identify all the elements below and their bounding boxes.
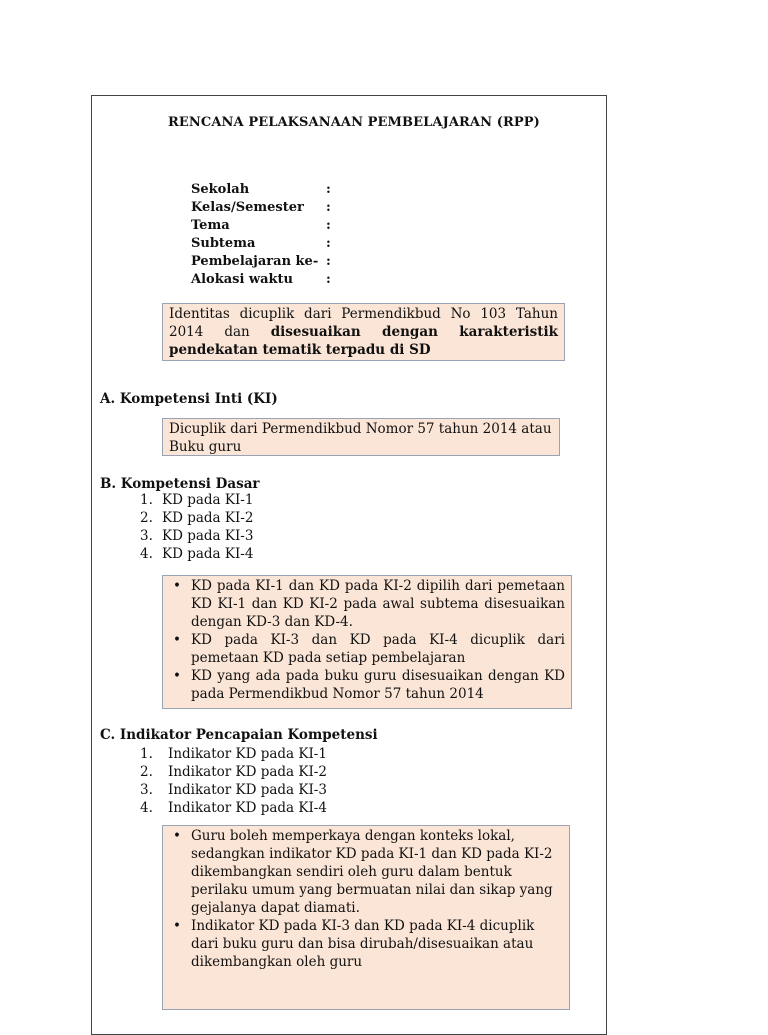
identity-colon: : <box>326 218 331 233</box>
identity-block <box>191 181 336 289</box>
note-section-c-bullets <box>169 827 563 971</box>
note-section-a: Dicuplik dari Permendikbud Nomor 57 tahun 2014 atau Buku guru <box>162 418 560 456</box>
identity-row-sekolah <box>191 181 336 199</box>
identity-row-pembelajaran <box>191 253 336 271</box>
identity-colon: : <box>326 182 331 197</box>
list-item-text: KD pada KI-3 <box>162 528 254 544</box>
list-item-text: KD pada KI-2 <box>162 510 254 526</box>
list-item <box>140 545 253 563</box>
document-title: RENCANA PELAKSANAAN PEMBELAJARAN (RPP) <box>168 115 540 130</box>
list-item-text: Indikator KD pada KI-2 <box>168 764 327 780</box>
list-item-number: 1. <box>140 746 153 762</box>
section-c-list <box>140 745 327 817</box>
list-item-text: Indikator KD pada KI-3 <box>168 782 327 798</box>
list-item <box>140 509 253 527</box>
bullet-item: • KD pada KI-1 dan KD pada KI-2 dipilih dari pemetaan KD KI-1 dan KD KI-2 pada awal subtema disesuaikan dengan KD-3 dan KD-4. <box>169 577 565 631</box>
note-identity-text: Identitas dicuplik dari Permendikbud No 103 Tahun 2014 dan <box>169 306 558 340</box>
identity-label: Subtema <box>191 236 256 251</box>
bullet-item: • KD pada KI-3 dan KD pada KI-4 dicuplik dari pemetaan KD pada setiap pembelajaran <box>169 631 565 667</box>
section-b-heading: B. Kompetensi Dasar <box>100 476 260 492</box>
note-identity <box>162 303 565 361</box>
identity-label: Pembelajaran ke- <box>191 254 319 269</box>
identity-colon: : <box>326 236 331 251</box>
list-item <box>140 781 327 799</box>
list-item <box>140 527 253 545</box>
identity-label: Kelas/Semester <box>191 200 304 215</box>
identity-label: Sekolah <box>191 182 250 197</box>
identity-label: Alokasi waktu <box>191 272 293 287</box>
identity-label: Tema <box>191 218 230 233</box>
list-item-text: Indikator KD pada KI-1 <box>168 746 327 762</box>
identity-row-kelas-semester <box>191 199 336 217</box>
list-item-number: 4. <box>140 800 153 816</box>
note-identity-bold-text: disesuaikan dengan karakteristik pendekatan tematik terpadu di SD <box>169 324 558 358</box>
list-item-number: 2. <box>140 764 153 780</box>
list-item-text: KD pada KI-4 <box>162 546 254 562</box>
bullet-item: • KD yang ada pada buku guru disesuaikan dengan KD pada Permendikbud Nomor 57 tahun 2014 <box>169 667 565 703</box>
bullet-item: • Guru boleh memperkaya dengan konteks lokal, sedangkan indikator KD pada KI-1 dan KD pada KI-2 dikembangkan sendiri oleh guru dalam bentuk perilaku umum yang bermuatan nilai dan sikap yang gejalanya dapat diamati. <box>169 827 563 917</box>
note-section-b <box>162 575 572 709</box>
section-c-heading: C. Indikator Pencapaian Kompetensi <box>100 727 378 743</box>
identity-colon: : <box>326 272 331 287</box>
list-item-text: KD pada KI-1 <box>162 492 254 508</box>
list-item-number: 3. <box>140 528 153 544</box>
list-item <box>140 799 327 817</box>
identity-colon: : <box>326 200 331 215</box>
identity-row-tema <box>191 217 336 235</box>
note-section-c <box>162 825 570 1010</box>
list-item-number: 2. <box>140 510 153 526</box>
list-item-number: 4. <box>140 546 153 562</box>
list-item <box>140 491 253 509</box>
identity-colon: : <box>326 254 331 269</box>
list-item-number: 3. <box>140 782 153 798</box>
list-item-text: Indikator KD pada KI-4 <box>168 800 327 816</box>
bullet-item: • Indikator KD pada KI-3 dan KD pada KI-4 dicuplik dari buku guru dan bisa dirubah/disesuaikan atau dikembangkan oleh guru <box>169 917 563 971</box>
note-section-b-bullets <box>169 577 565 703</box>
list-item <box>140 745 327 763</box>
section-a-heading: A. Kompetensi Inti (KI) <box>100 391 278 407</box>
identity-row-subtema <box>191 235 336 253</box>
list-item-number: 1. <box>140 492 153 508</box>
section-b-list <box>140 491 253 563</box>
identity-row-alokasi-waktu <box>191 271 336 289</box>
list-item <box>140 763 327 781</box>
